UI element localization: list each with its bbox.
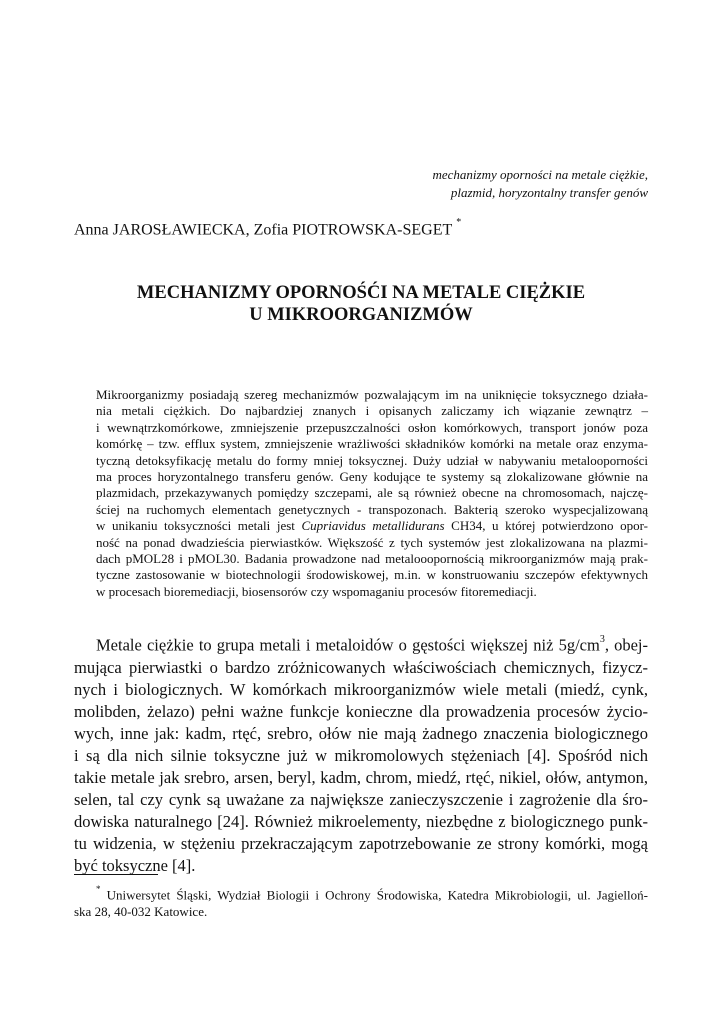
footnote [74, 883, 648, 920]
abstract-line: w procesach bioremediacji, biosensorów czy wspomaganiu procesów fitoremediacji. [96, 583, 537, 599]
abstract-line: komórkę – tzw. efflux system, zmniejszenie wrażliwości składników komórki na metale oraz enzyma- [96, 436, 648, 452]
abstract-line: plazmidach, przekazywanych pomiędzy szczepami, ale są również obecne na chromosomach, najczę- [96, 485, 648, 501]
footnote-line: ska 28, 40-032 Katowice. [74, 904, 208, 920]
abstract-line: Mikroorganizmy posiadają szereg mechanizmów pozwalającym im na uniknięcie toksycznego działa- [96, 387, 648, 402]
abstract-line: dach pMOL28 i pMOL30. Badania prowadzone nad metalooopornością mikroorganizmów mają prak- [96, 551, 648, 567]
keywords [432, 166, 648, 202]
title-line-2: U MIKROORGANIZMÓW [249, 305, 473, 325]
footnote-text: Uniwersytet Śląski, Wydział Biologii i Ochrony Środowiska, Katedra Mikrobiologii, ul. Jagielloń- [100, 887, 648, 903]
abstract-text: w unikaniu toksyczności metali jest [96, 518, 302, 534]
keywords-line-1: mechanizmy oporności na metale ciężkie, [432, 167, 648, 182]
abstract-line: ność na ponad dwadzieścia pierwiastków. Większość z tych systemów jest zlokalizowana na plazmi- [96, 534, 648, 550]
body-line: tu widzenia, w stężeniu przekraczającym zapotrzebowanie ze strony komórki, mogą [74, 833, 648, 853]
body-line [74, 631, 648, 657]
body-text: , obej- [604, 635, 648, 655]
abstract [96, 387, 648, 600]
footnote-divider [74, 874, 158, 875]
body-line: być toksyczne [4]. [74, 855, 196, 875]
paper-title [74, 282, 648, 326]
keywords-line-2: plazmid, horyzontalny transfer genów [450, 185, 648, 200]
body-paragraph [74, 631, 648, 877]
abstract-line: nia metali ciężkich. Do najbardziej znanych i opisanych zaliczamy ich wiązanie zewnątrz – [96, 403, 648, 419]
abstract-text: CH34, u której potwierdzono opor- [444, 518, 648, 534]
author-names: Anna JAROSŁAWIECKA, Zofia PIOTROWSKA-SEGET [74, 221, 453, 239]
body-line: wych, inne jak: kadm, rtęć, srebro, ołów nie mają żadnego znaczenia biologicznego [74, 723, 648, 743]
body-line: molibden, żelazo) pełni ważne funkcje konieczne dla prowadzenia procesów życio- [74, 701, 648, 721]
species-name: Cupriavidus metallidurans [301, 518, 445, 534]
abstract-line: tyczne zastosowanie w biotechnologii środowiskowej, m.in. w konstruowaniu szczepów efektywnych [96, 567, 648, 583]
authors [74, 217, 462, 239]
abstract-line: ma proces horyzontalnego transferu genów. Geny kodujące te systemy są zlokalizowane głównie na [96, 469, 648, 485]
footnote-line [74, 883, 648, 903]
abstract-line: i wewnątrzkomórkowe, zmniejszenie przepuszczalności osłon komórkowych, transport jonów poza [96, 419, 648, 435]
body-text: Metale ciężkie to grupa metali i metaloidów o gęstości większej niż 5g/cm [96, 635, 600, 655]
superscript: 3 [599, 634, 605, 645]
abstract-line: tyczną detoksyfikację metalu do formy mniej toksycznej. Duży udział w nabywaniu metalooporności [96, 452, 648, 468]
body-line: selen, tal czy cynk są uważane za największe zanieczyszczenie i zagrożenie dla śro- [74, 789, 648, 809]
abstract-line [96, 518, 648, 534]
abstract-line: ściej na ruchomych elementach genetycznych - transpozonach. Bakterią szeroko wyspecjalizowaną [96, 501, 648, 517]
body-line: mująca pierwiastki o bardzo zróżnicowanych właściwościach chemicznych, fizycz- [74, 657, 648, 677]
body-line: nych i biologicznych. W komórkach mikroorganizmów wiele metali (miedź, cynk, [74, 679, 648, 699]
author-footnote-mark: * [456, 217, 462, 228]
body-line: takie metale jak srebro, arsen, beryl, kadm, chrom, miedź, rtęć, nikiel, ołów, antymon, [74, 767, 648, 787]
footnote-mark: * [96, 884, 101, 894]
title-line-1: MECHANIZMY OPORNOŚĆI NA METALE CIĘŻKIE [136, 283, 586, 303]
body-line: i są dla nich silnie toksyczne już w mikromolowych stężeniach [4]. Spośród nich [74, 745, 648, 765]
body-line: dowiska naturalnego [24]. Również mikroelementy, niezbędne z biologicznego punk- [74, 811, 648, 831]
